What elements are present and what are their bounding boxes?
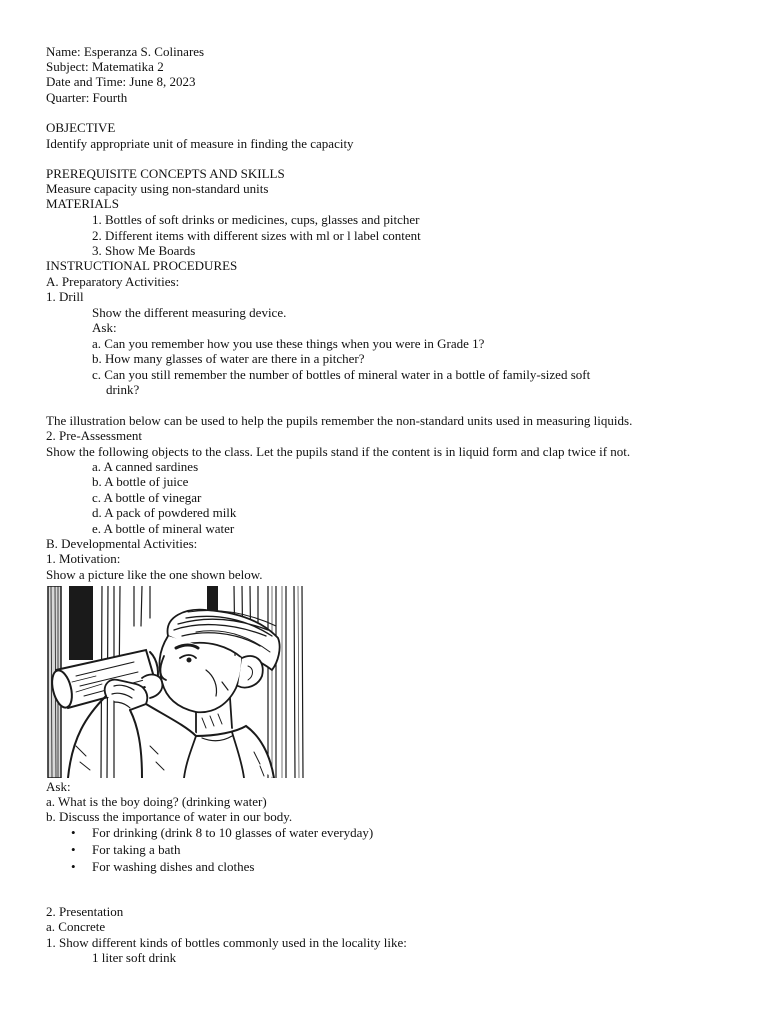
pre-assessment-item: a. A canned sardines	[92, 459, 199, 474]
pre-assessment-title: 2. Pre-Assessment	[46, 428, 143, 443]
drill-question-b: b. How many glasses of water are there in a pitcher?	[92, 351, 365, 366]
illustration-note: The illustration below can be used to help the pupils remember the non-standard units used in measuring liquids.	[46, 413, 633, 428]
presentation-example: 1 liter soft drink	[92, 950, 177, 965]
prerequisite-text: Measure capacity using non-standard units	[46, 181, 269, 196]
pre-assessment-item: e. A bottle of mineral water	[92, 521, 235, 536]
header-date-time: Date and Time: June 8, 2023	[46, 74, 196, 89]
boy-drinking-water-illustration	[46, 586, 311, 778]
pre-assessment-item: b. A bottle of juice	[92, 474, 189, 489]
materials-heading: MATERIALS	[46, 196, 119, 211]
materials-item: 3. Show Me Boards	[92, 243, 196, 258]
presentation-concrete: a. Concrete	[46, 919, 106, 934]
procedures-heading: INSTRUCTIONAL PROCEDURES	[46, 258, 238, 273]
header-subject: Subject: Matematika 2	[46, 59, 164, 74]
drill-question-c: c. Can you still remember the number of bottles of mineral water in a bottle of family-sized soft	[92, 367, 591, 382]
motivation-question-b: b. Discuss the importance of water in our body.	[46, 809, 293, 824]
header-quarter: Quarter: Fourth	[46, 90, 128, 105]
pre-assessment-item: c. A bottle of vinegar	[92, 490, 202, 505]
pre-assessment-item: d. A pack of powdered milk	[92, 505, 237, 520]
bullet-item	[71, 859, 255, 874]
bullet-text: For drinking (drink 8 to 10 glasses of water everyday)	[92, 825, 374, 840]
drill-question-a: a. Can you remember how you use these things when you were in Grade 1?	[92, 336, 485, 351]
motivation-title: 1. Motivation:	[46, 551, 121, 566]
header-name: Name: Esperanza S. Colinares	[46, 44, 205, 59]
preparatory-heading: A. Preparatory Activities:	[46, 274, 180, 289]
materials-item: 1. Bottles of soft drinks or medicines, cups, glasses and pitcher	[92, 212, 420, 227]
drill-ask: Ask:	[92, 320, 117, 335]
presentation-title: 2. Presentation	[46, 904, 124, 919]
objective-heading: OBJECTIVE	[46, 120, 116, 135]
bullet-item	[71, 842, 181, 857]
motivation-ask: Ask:	[46, 779, 71, 794]
pre-assessment-text: Show the following objects to the class. Let the pupils stand if the content is in liquid form and clap twice if not.	[46, 444, 631, 459]
bullet-dot: •	[71, 859, 76, 874]
motivation-text: Show a picture like the one shown below.	[46, 567, 263, 582]
prerequisite-heading: PREREQUISITE CONCEPTS AND SKILLS	[46, 166, 285, 181]
motivation-question-a: a. What is the boy doing? (drinking water)	[46, 794, 267, 809]
bullet-text: For taking a bath	[92, 842, 181, 857]
bullet-item	[71, 825, 374, 840]
presentation-step: 1. Show different kinds of bottles commonly used in the locality like:	[46, 935, 407, 950]
developmental-heading: B. Developmental Activities:	[46, 536, 198, 551]
objective-text: Identify appropriate unit of measure in finding the capacity	[46, 136, 354, 151]
bullet-dot: •	[71, 825, 76, 840]
bullet-text: For washing dishes and clothes	[92, 859, 255, 874]
drill-line: Show the different measuring device.	[92, 305, 287, 320]
bullet-dot: •	[71, 842, 76, 857]
materials-item: 2. Different items with different sizes with ml or l label content	[92, 228, 421, 243]
drill-question-c-cont: drink?	[106, 382, 140, 397]
drill-title: 1. Drill	[46, 289, 84, 304]
